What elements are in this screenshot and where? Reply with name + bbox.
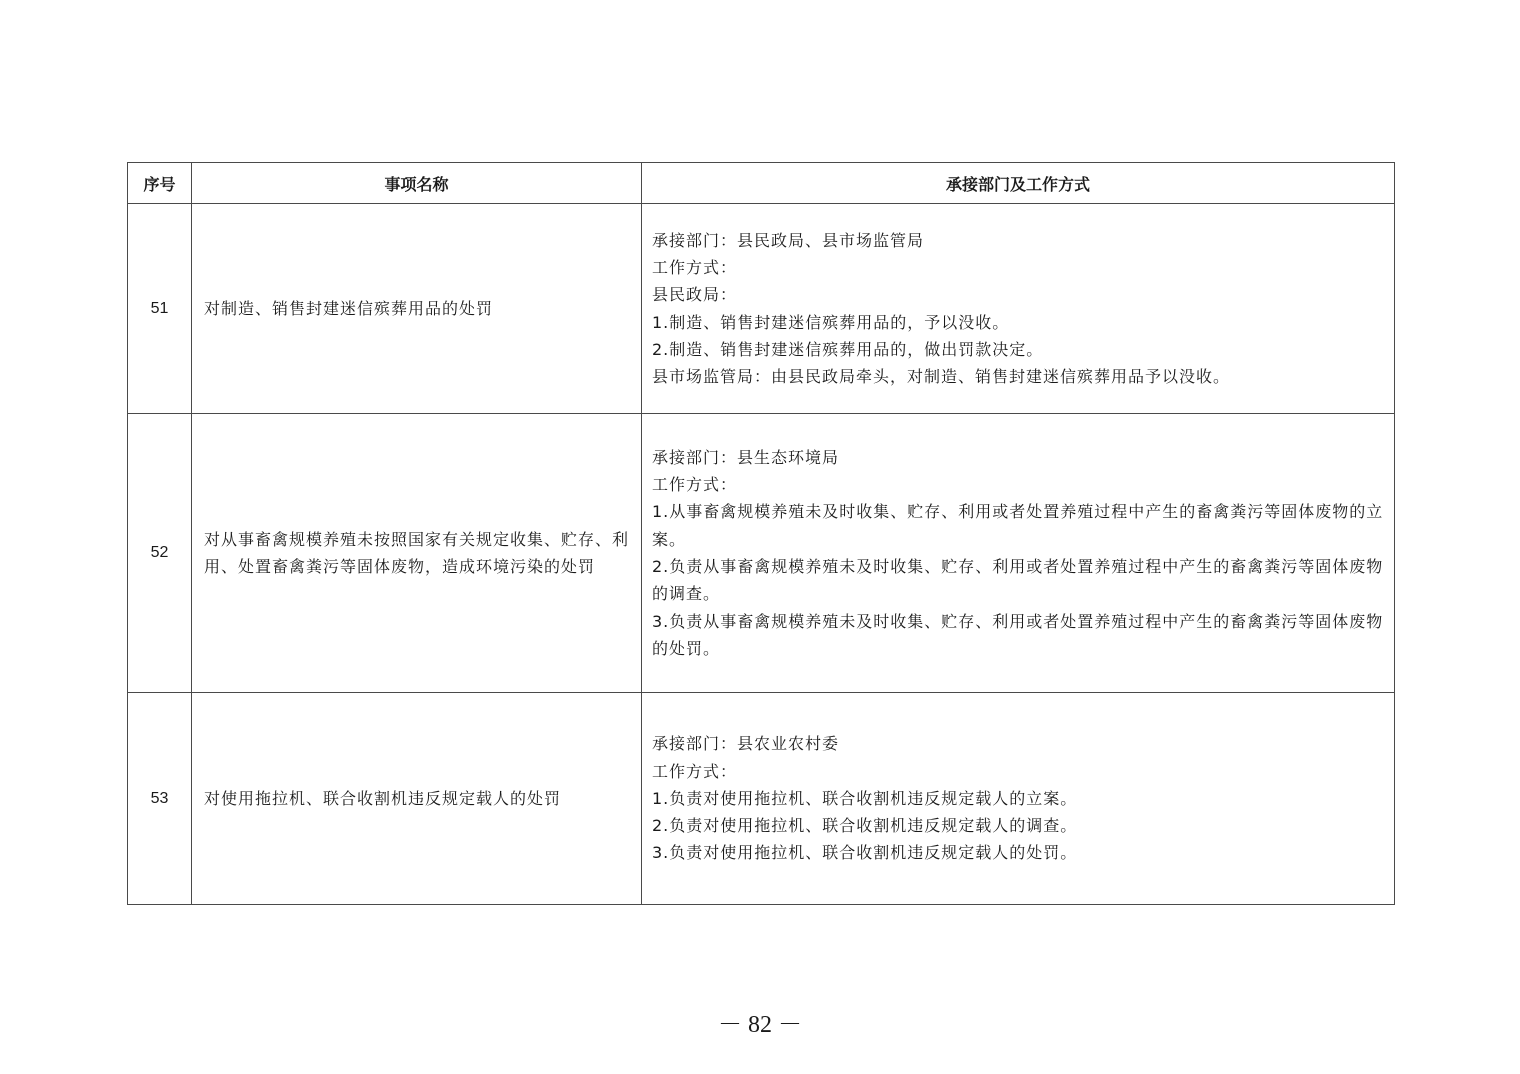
dept-line: 县市场监管局：由县民政局牵头，对制造、销售封建迷信殡葬用品予以没收。 — [652, 367, 1231, 387]
dept-line: 1.制造、销售封建迷信殡葬用品的，予以没收。 — [652, 312, 1010, 332]
dept-line: 1.负责对使用拖拉机、联合收割机违反规定载人的立案。 — [652, 788, 1078, 808]
row-item-name: 对使用拖拉机、联合收割机违反规定载人的处罚 — [192, 693, 642, 905]
table-row — [128, 204, 1395, 414]
header-seq: 序号 — [128, 163, 192, 204]
row-seq: 52 — [128, 414, 192, 693]
dept-line: 3.负责从事畜禽规模养殖未及时收集、贮存、利用或者处置养殖过程中产生的畜禽粪污等固体废物的处罚。 — [652, 611, 1384, 658]
table-row — [128, 693, 1395, 905]
dept-line: 工作方式： — [652, 761, 738, 781]
dept-line: 工作方式： — [652, 257, 738, 277]
page-number: － 82 － — [718, 1012, 802, 1038]
dept-line: 承接部门：县民政局、县市场监管局 — [652, 230, 925, 250]
dept-line: 2.负责从事畜禽规模养殖未及时收集、贮存、利用或者处置养殖过程中产生的畜禽粪污等固体废物的调查。 — [652, 557, 1384, 604]
items-table — [127, 162, 1395, 905]
row-seq: 53 — [128, 693, 192, 905]
row-dept-method — [642, 693, 1395, 905]
dept-line: 承接部门：县农业农村委 — [652, 734, 840, 754]
header-dept: 承接部门及工作方式 — [642, 163, 1395, 204]
dept-line: 2.制造、销售封建迷信殡葬用品的，做出罚款决定。 — [652, 339, 1044, 359]
row-seq: 51 — [128, 204, 192, 414]
dept-line: 县民政局： — [652, 285, 738, 305]
table-header-row — [128, 163, 1395, 204]
row-item-name: 对从事畜禽规模养殖未按照国家有关规定收集、贮存、利用、处置畜禽粪污等固体废物，造成环境污染的处罚 — [192, 414, 642, 693]
row-dept-method — [642, 414, 1395, 693]
dept-line: 3.负责对使用拖拉机、联合收割机违反规定载人的处罚。 — [652, 843, 1078, 863]
dept-line: 2.负责对使用拖拉机、联合收割机违反规定载人的调查。 — [652, 816, 1078, 836]
header-name: 事项名称 — [192, 163, 642, 204]
table-row — [128, 414, 1395, 693]
dept-line: 承接部门：县生态环境局 — [652, 447, 840, 467]
dept-line: 工作方式： — [652, 475, 738, 495]
dept-line: 1.从事畜禽规模养殖未及时收集、贮存、利用或者处置养殖过程中产生的畜禽粪污等固体废物的立案。 — [652, 502, 1384, 549]
row-dept-method — [642, 204, 1395, 414]
row-item-name: 对制造、销售封建迷信殡葬用品的处罚 — [192, 204, 642, 414]
